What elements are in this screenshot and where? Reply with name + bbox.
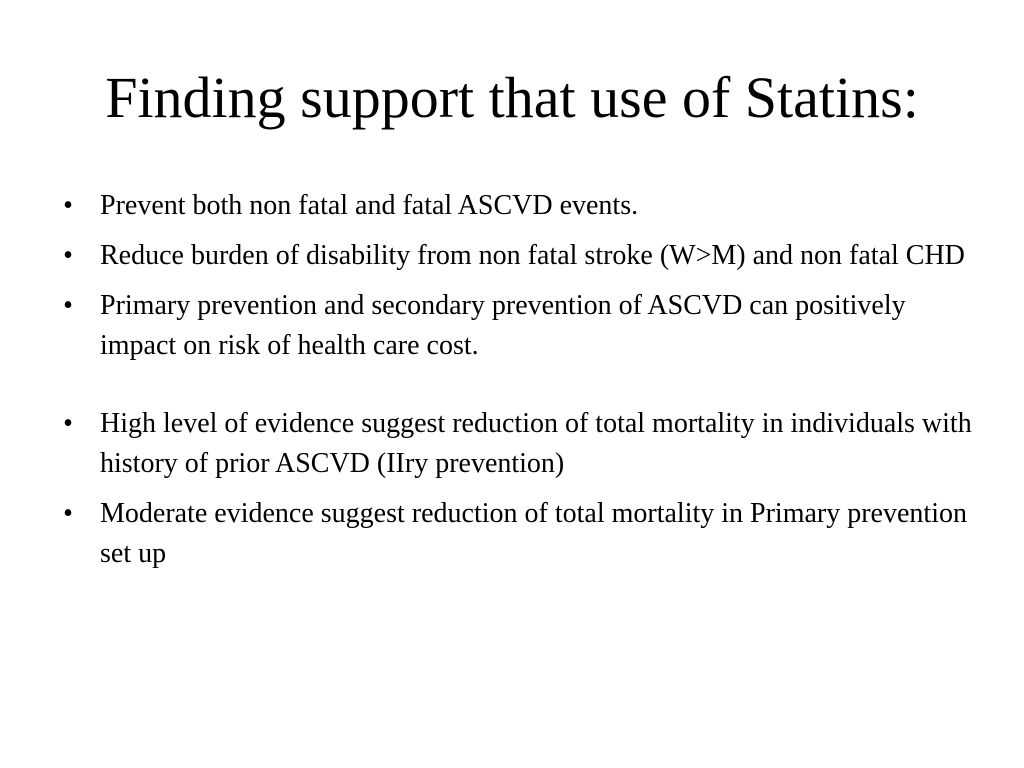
bullet-dot-icon: • xyxy=(63,408,73,439)
bullet-dot-icon: • xyxy=(63,240,73,271)
slide-title: Finding support that use of Statins: xyxy=(105,65,919,130)
bullet-item xyxy=(58,186,978,226)
bullet-dot-icon: • xyxy=(63,190,73,221)
bullet-text: Primary prevention and secondary prevention of ASCVD can positively impact on risk of health care cost. xyxy=(100,290,906,361)
bullet-text: Reduce burden of disability from non fatal stroke (W>M) and non fatal CHD xyxy=(100,240,965,271)
bullet-dot-icon: • xyxy=(63,498,73,529)
bullet-text: Moderate evidence suggest reduction of total mortality in Primary prevention set up xyxy=(100,498,967,569)
bullet-item xyxy=(58,404,978,484)
bullet-dot-icon: • xyxy=(63,290,73,321)
bullet-text: High level of evidence suggest reduction of total mortality in individuals with history of prior ASCVD (IIry prevention) xyxy=(100,408,972,479)
bullet-list xyxy=(58,186,978,584)
bullet-item xyxy=(58,236,978,276)
bullet-item xyxy=(58,286,978,366)
bullet-item xyxy=(58,494,978,574)
bullet-text: Prevent both non fatal and fatal ASCVD events. xyxy=(100,190,639,221)
